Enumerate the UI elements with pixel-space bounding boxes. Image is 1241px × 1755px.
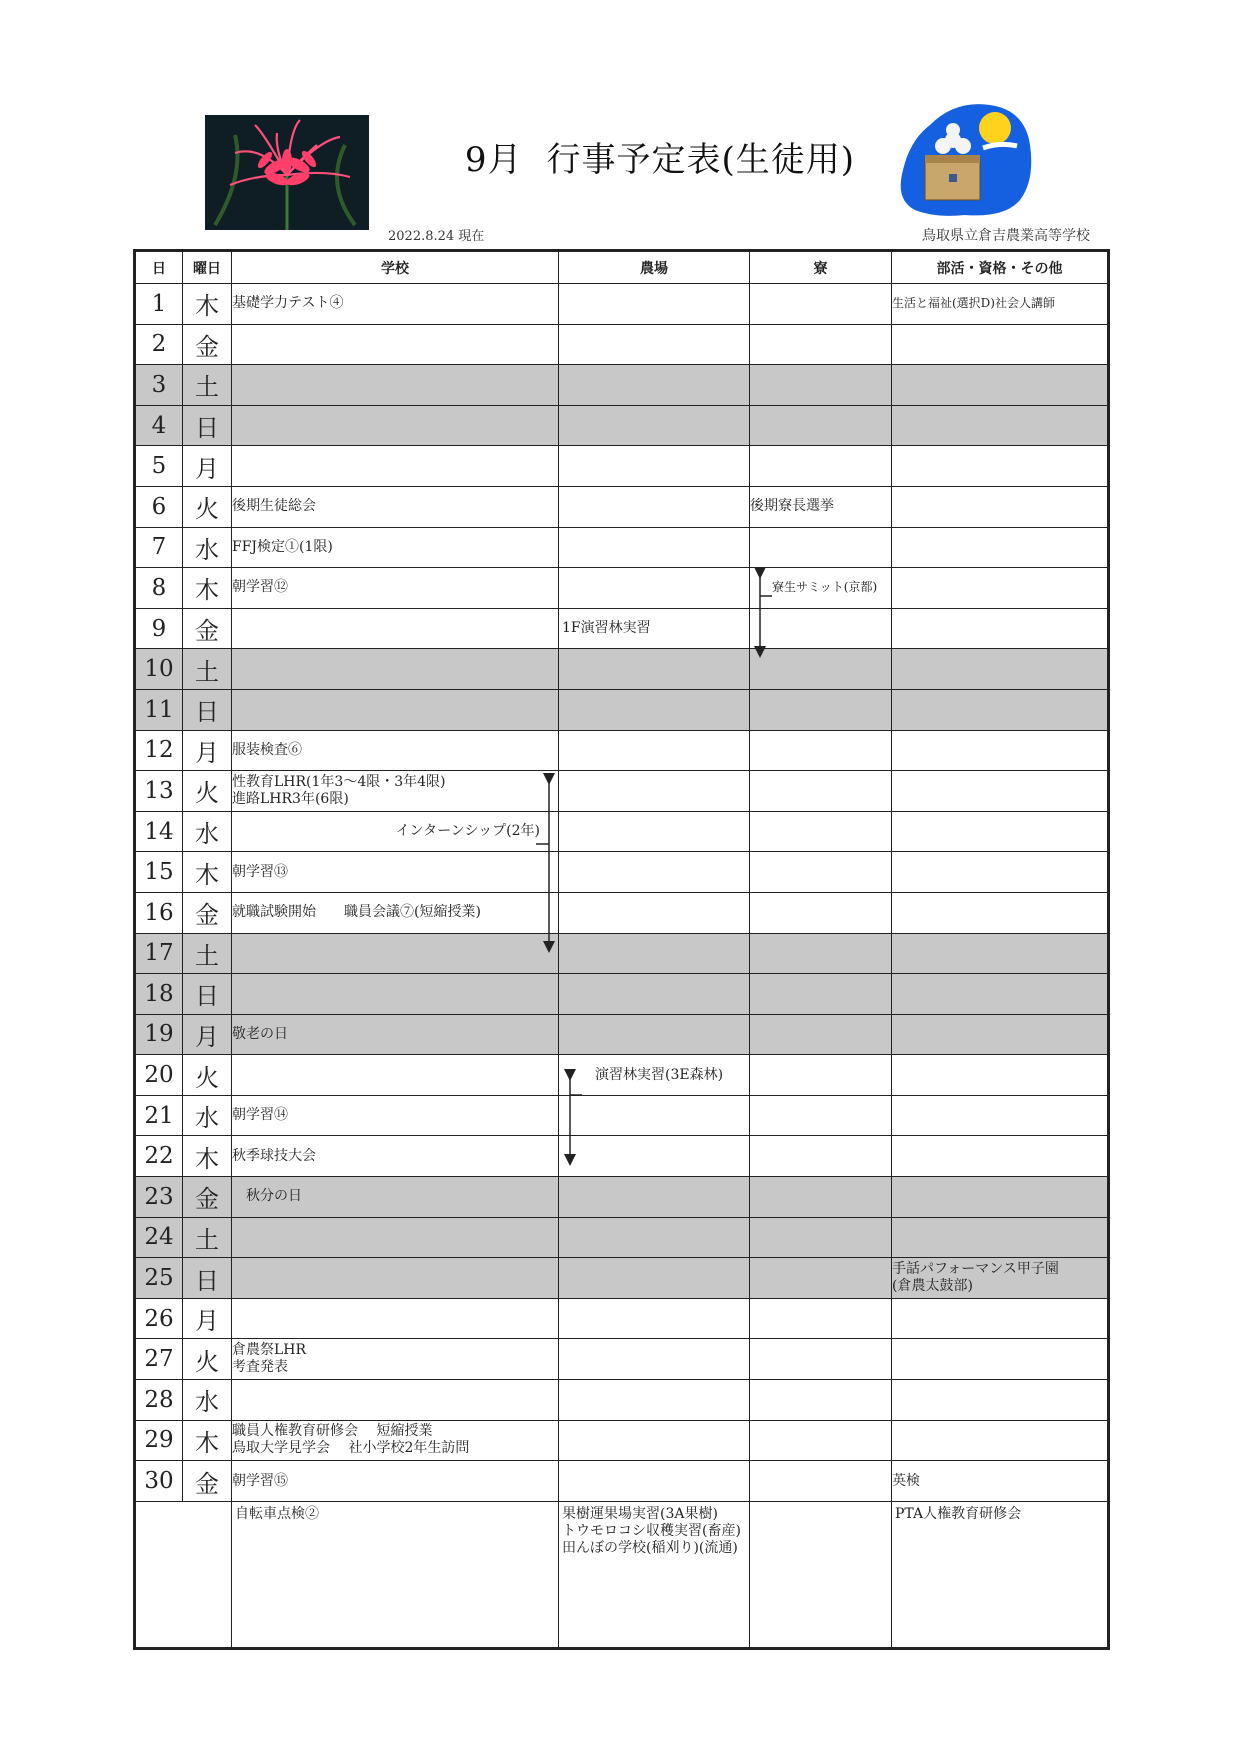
notes-row: [135, 1501, 1109, 1648]
farm-event-cell: [559, 1014, 750, 1055]
weekday-cell: 日: [183, 1258, 232, 1299]
header-farm: 農場: [559, 251, 750, 284]
dorm-event-cell: [750, 1177, 892, 1218]
table-row: [135, 1055, 1109, 1096]
school-event-cell: 朝学習⑬: [232, 852, 559, 893]
school-event-cell: 朝学習⑮: [232, 1461, 559, 1502]
table-row: [135, 324, 1109, 365]
table-row: [135, 1461, 1109, 1502]
weekday-cell: 月: [183, 1298, 232, 1339]
day-number-cell: 23: [135, 1177, 183, 1218]
dorm-event-cell: [750, 933, 892, 974]
weekday-cell: 金: [183, 1177, 232, 1218]
dorm-event-cell: [750, 811, 892, 852]
dorm-event-cell: [750, 527, 892, 568]
table-row: [135, 486, 1109, 527]
school-event-cell: 倉農祭LHR 考査発表: [232, 1339, 559, 1380]
club-event-cell: [892, 446, 1109, 487]
school-event-cell: 基礎学力テスト④: [232, 284, 559, 325]
school-event-cell: [232, 974, 559, 1015]
dorm-event-cell: [750, 446, 892, 487]
farm-event-cell: [559, 892, 750, 933]
header-school: 学校: [232, 251, 559, 284]
notes-club-cell: PTA人権教育研修会: [892, 1501, 1109, 1648]
club-event-cell: [892, 1177, 1109, 1218]
farm-event-cell: [559, 1177, 750, 1218]
farm-event-cell: [559, 324, 750, 365]
table-row: [135, 527, 1109, 568]
weekday-cell: 水: [183, 1380, 232, 1421]
day-number-cell: 6: [135, 486, 183, 527]
dorm-event-cell: [750, 405, 892, 446]
dorm-event-cell: [750, 1014, 892, 1055]
title-text: 行事予定表(生徒用): [546, 140, 856, 180]
club-event-cell: [892, 689, 1109, 730]
table-row: [135, 284, 1109, 325]
dorm-event-cell: [750, 365, 892, 406]
farm-event-cell: [559, 1380, 750, 1421]
table-row: [135, 365, 1109, 406]
club-event-cell: [892, 1298, 1109, 1339]
club-event-cell: [892, 1420, 1109, 1461]
school-event-cell: [232, 649, 559, 690]
notes-farm-cell: 果樹運果場実習(3A果樹) トウモロコシ収穫実習(畜産) 田んぼの学校(稲刈り)(流通): [559, 1501, 750, 1648]
farm-event-cell: [559, 933, 750, 974]
weekday-cell: 日: [183, 974, 232, 1015]
dorm-event-cell: [750, 1136, 892, 1177]
dorm-event-cell: [750, 852, 892, 893]
day-number-cell: 9: [135, 608, 183, 649]
farm-event-cell: [559, 771, 750, 812]
day-number-cell: 8: [135, 568, 183, 609]
table-row: [135, 852, 1109, 893]
farm-event-cell: [559, 1298, 750, 1339]
school-event-cell: [232, 1298, 559, 1339]
dorm-event-cell: [750, 1217, 892, 1258]
table-row: [135, 1217, 1109, 1258]
farm-event-cell: [559, 284, 750, 325]
farm-event-cell: [559, 365, 750, 406]
header-weekday: 曜日: [183, 251, 232, 284]
school-event-cell: [232, 933, 559, 974]
school-name: 鳥取県立倉吉農業高等学校: [922, 228, 1090, 244]
school-event-cell: 職員人権教育研修会 短縮授業 鳥取大学見学会 社小学校2年生訪問: [232, 1420, 559, 1461]
dorm-event-cell: [750, 730, 892, 771]
school-event-cell: インターンシップ(2年): [232, 811, 559, 852]
notes-school-cell: 自転車点検②: [232, 1501, 559, 1648]
weekday-cell: 水: [183, 811, 232, 852]
table-row: [135, 730, 1109, 771]
dorm-event-cell: 寮生サミット(京都): [750, 568, 892, 609]
table-row: [135, 1420, 1109, 1461]
weekday-cell: 火: [183, 1055, 232, 1096]
club-event-cell: [892, 1095, 1109, 1136]
dorm-event-cell: [750, 1420, 892, 1461]
dorm-event-cell: [750, 649, 892, 690]
club-event-cell: [892, 324, 1109, 365]
school-event-cell: 服装検査⑥: [232, 730, 559, 771]
weekday-cell: 水: [183, 1095, 232, 1136]
farm-event-cell: [559, 974, 750, 1015]
day-number-cell: 25: [135, 1258, 183, 1299]
school-event-cell: [232, 689, 559, 730]
club-event-cell: [892, 365, 1109, 406]
day-number-cell: 20: [135, 1055, 183, 1096]
weekday-cell: 火: [183, 771, 232, 812]
club-event-cell: 英検: [892, 1461, 1109, 1502]
club-event-cell: [892, 1136, 1109, 1177]
table-row: [135, 771, 1109, 812]
farm-event-cell: [559, 1217, 750, 1258]
table-row: [135, 689, 1109, 730]
club-event-cell: [892, 852, 1109, 893]
day-number-cell: 22: [135, 1136, 183, 1177]
dorm-event-cell: [750, 1339, 892, 1380]
dorm-event-cell: [750, 324, 892, 365]
club-event-cell: [892, 933, 1109, 974]
day-number-cell: 29: [135, 1420, 183, 1461]
club-event-cell: [892, 405, 1109, 446]
day-number-cell: 12: [135, 730, 183, 771]
farm-event-cell: [559, 1461, 750, 1502]
dorm-event-cell: [750, 1258, 892, 1299]
club-event-cell: [892, 974, 1109, 1015]
school-event-cell: 朝学習⑫: [232, 568, 559, 609]
table-row: [135, 1177, 1109, 1218]
farm-event-cell: [559, 1136, 750, 1177]
weekday-cell: 水: [183, 527, 232, 568]
farm-event-cell: [559, 405, 750, 446]
dorm-event-cell: [750, 771, 892, 812]
day-number-cell: 1: [135, 284, 183, 325]
table-row: [135, 608, 1109, 649]
notes-blank-cell: [135, 1501, 232, 1648]
club-event-cell: [892, 527, 1109, 568]
farm-event-cell: [559, 1339, 750, 1380]
school-event-cell: 朝学習⑭: [232, 1095, 559, 1136]
weekday-cell: 土: [183, 933, 232, 974]
weekday-cell: 木: [183, 852, 232, 893]
dorm-event-cell: [750, 284, 892, 325]
table-header-row: [135, 251, 1109, 284]
club-event-cell: [892, 1217, 1109, 1258]
school-event-cell: [232, 324, 559, 365]
farm-event-cell: [559, 811, 750, 852]
table-row: [135, 1339, 1109, 1380]
day-number-cell: 15: [135, 852, 183, 893]
header-dorm: 寮: [750, 251, 892, 284]
school-event-cell: [232, 1258, 559, 1299]
club-event-cell: [892, 892, 1109, 933]
club-event-cell: [892, 568, 1109, 609]
spider-lily-image: [205, 115, 369, 230]
weekday-cell: 木: [183, 568, 232, 609]
weekday-cell: 金: [183, 324, 232, 365]
school-event-cell: 敬老の日: [232, 1014, 559, 1055]
farm-event-cell: [559, 649, 750, 690]
event-schedule-table: [133, 249, 1110, 1650]
table-row: [135, 933, 1109, 974]
weekday-cell: 金: [183, 608, 232, 649]
farm-event-cell: [559, 568, 750, 609]
weekday-cell: 月: [183, 1014, 232, 1055]
day-number-cell: 21: [135, 1095, 183, 1136]
day-number-cell: 4: [135, 405, 183, 446]
table-row: [135, 1014, 1109, 1055]
updated-date: 2022.8.24 現在: [388, 229, 485, 244]
school-event-cell: [232, 1217, 559, 1258]
club-event-cell: [892, 1055, 1109, 1096]
day-number-cell: 24: [135, 1217, 183, 1258]
weekday-cell: 月: [183, 446, 232, 487]
school-event-cell: 秋季球技大会: [232, 1136, 559, 1177]
table-row: [135, 649, 1109, 690]
weekday-cell: 木: [183, 1136, 232, 1177]
club-event-cell: [892, 486, 1109, 527]
school-event-cell: [232, 446, 559, 487]
school-event-cell: 秋分の日: [232, 1177, 559, 1218]
school-event-cell: [232, 1055, 559, 1096]
dorm-event-cell: [750, 1461, 892, 1502]
table-row: [135, 405, 1109, 446]
day-number-cell: 16: [135, 892, 183, 933]
farm-event-cell: [559, 527, 750, 568]
club-event-cell: [892, 771, 1109, 812]
table-row: [135, 1095, 1109, 1136]
dorm-event-cell: 後期寮長選挙: [750, 486, 892, 527]
table-row: [135, 1136, 1109, 1177]
farm-event-cell: [559, 689, 750, 730]
notes-dorm-cell: [750, 1501, 892, 1648]
weekday-cell: 火: [183, 486, 232, 527]
page-title: [440, 132, 880, 181]
day-number-cell: 14: [135, 811, 183, 852]
school-event-cell: [232, 608, 559, 649]
weekday-cell: 日: [183, 405, 232, 446]
club-event-cell: [892, 1380, 1109, 1421]
farm-event-cell: [559, 446, 750, 487]
farm-event-cell: [559, 1095, 750, 1136]
club-event-cell: [892, 649, 1109, 690]
day-number-cell: 19: [135, 1014, 183, 1055]
farm-event-cell: [559, 730, 750, 771]
club-event-cell: 手話パフォーマンス甲子園 (倉農太鼓部): [892, 1258, 1109, 1299]
school-event-cell: [232, 365, 559, 406]
club-event-cell: 生活と福祉(選択D)社会人講師: [892, 284, 1109, 325]
weekday-cell: 日: [183, 689, 232, 730]
dorm-event-cell: [750, 689, 892, 730]
farm-event-cell: [559, 486, 750, 527]
table-row: [135, 974, 1109, 1015]
day-number-cell: 11: [135, 689, 183, 730]
weekday-cell: 土: [183, 649, 232, 690]
tsukimi-logo-image: [895, 100, 1035, 220]
school-event-cell: [232, 405, 559, 446]
weekday-cell: 土: [183, 365, 232, 406]
header-day: 日: [135, 251, 183, 284]
weekday-cell: 木: [183, 1420, 232, 1461]
club-event-cell: [892, 811, 1109, 852]
day-number-cell: 18: [135, 974, 183, 1015]
day-number-cell: 3: [135, 365, 183, 406]
school-event-cell: [232, 1380, 559, 1421]
club-event-cell: [892, 1339, 1109, 1380]
table-row: [135, 1380, 1109, 1421]
dorm-event-cell: [750, 1095, 892, 1136]
farm-event-cell: 演習林実習(3E森林): [559, 1055, 750, 1096]
table-row: [135, 811, 1109, 852]
day-number-cell: 2: [135, 324, 183, 365]
day-number-cell: 28: [135, 1380, 183, 1421]
dorm-event-cell: [750, 1380, 892, 1421]
day-number-cell: 5: [135, 446, 183, 487]
weekday-cell: 金: [183, 1461, 232, 1502]
table-row: [135, 1258, 1109, 1299]
table-row: [135, 892, 1109, 933]
dorm-event-cell: [750, 892, 892, 933]
school-event-cell: 就職試験開始 職員会議⑦(短縮授業): [232, 892, 559, 933]
day-number-cell: 10: [135, 649, 183, 690]
weekday-cell: 月: [183, 730, 232, 771]
school-event-cell: 後期生徒総会: [232, 486, 559, 527]
farm-event-cell: [559, 1420, 750, 1461]
day-number-cell: 27: [135, 1339, 183, 1380]
club-event-cell: [892, 1014, 1109, 1055]
day-number-cell: 26: [135, 1298, 183, 1339]
weekday-cell: 金: [183, 892, 232, 933]
header-club: 部活・資格・その他: [892, 251, 1109, 284]
weekday-cell: 木: [183, 284, 232, 325]
club-event-cell: [892, 730, 1109, 771]
school-event-cell: 性教育LHR(1年3～4限・3年4限) 進路LHR3年(6限): [232, 771, 559, 812]
school-event-cell: FFJ検定①(1限): [232, 527, 559, 568]
farm-event-cell: [559, 852, 750, 893]
day-number-cell: 30: [135, 1461, 183, 1502]
title-month: 9月: [464, 140, 523, 180]
day-number-cell: 7: [135, 527, 183, 568]
weekday-cell: 火: [183, 1339, 232, 1380]
dorm-event-cell: [750, 974, 892, 1015]
table-row: [135, 1298, 1109, 1339]
club-event-cell: [892, 608, 1109, 649]
day-number-cell: 17: [135, 933, 183, 974]
dorm-event-cell: [750, 608, 892, 649]
farm-event-cell: [559, 1258, 750, 1299]
table-row: [135, 446, 1109, 487]
farm-event-cell: 1F演習林実習: [559, 608, 750, 649]
day-number-cell: 13: [135, 771, 183, 812]
weekday-cell: 土: [183, 1217, 232, 1258]
dorm-event-cell: [750, 1298, 892, 1339]
table-row: [135, 568, 1109, 609]
dorm-event-cell: [750, 1055, 892, 1096]
